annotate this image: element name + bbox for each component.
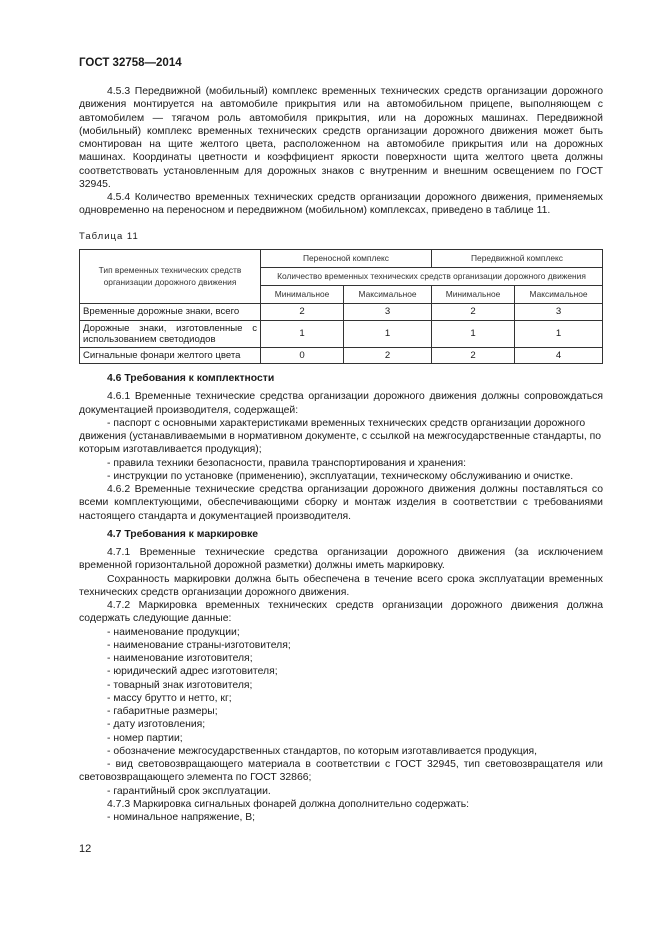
row-name: Дорожные знаки, изготовленные с использованием светодиодов xyxy=(80,320,261,347)
cell-value: 2 xyxy=(431,347,514,363)
quantity-header: Количество временных технических средств организации дорожного движения xyxy=(261,267,603,285)
cell-value: 1 xyxy=(344,320,432,347)
list-item: - товарный знак изготовителя; xyxy=(107,679,253,691)
max-header: Максимальное xyxy=(344,286,432,304)
document-header: ГОСТ 32758—2014 xyxy=(79,57,182,69)
cell-value: 1 xyxy=(515,320,603,347)
list-item: - инструкции по установке (применению), эксплуатации, техническому обслуживанию и очистке. xyxy=(107,470,574,482)
cell-value: 1 xyxy=(261,320,344,347)
cell-value: 2 xyxy=(344,347,432,363)
row-name: Сигнальные фонари желтого цвета xyxy=(80,347,261,363)
paragraph-4-7-2: 4.7.2 Маркировка временных технических средств организации дорожного движения должна содержать следующие данные: xyxy=(79,600,603,625)
cell-value: 3 xyxy=(515,304,603,320)
max-header: Максимальное xyxy=(515,286,603,304)
cell-value: 1 xyxy=(431,320,514,347)
paragraph-4-7-3: 4.7.3 Маркировка сигнальных фонарей должна дополнительно содержать: xyxy=(107,798,470,810)
cell-value: 0 xyxy=(261,347,344,363)
list-item: - дату изготовления; xyxy=(107,719,206,731)
min-header: Минимальное xyxy=(261,286,344,304)
min-header: Минимальное xyxy=(431,286,514,304)
cell-value: 2 xyxy=(261,304,344,320)
cell-value: 4 xyxy=(515,347,603,363)
table-header-row xyxy=(80,249,603,267)
portable-complex-header: Переносной комплекс xyxy=(261,249,432,267)
paragraph-4-5-4: 4.5.4 Количество временных технических средств организации дорожного движения, применяемых одновременно на переносном и передвижном (мобильном) комплексах, приведено в таблице 11. xyxy=(79,192,603,217)
list-item: - наименование страны-изготовителя; xyxy=(107,639,291,651)
table-11 xyxy=(79,249,603,364)
row-name: Временные дорожные знаки, всего xyxy=(80,304,261,320)
list-item: - паспорт с основными характеристиками временных технических средств организации дорожного движения (устанавливаемыми в нормативном документе, с ссылкой на межгосударственные стандарты, по которым изготавливается продукция); xyxy=(79,417,602,456)
list-item: - номер партии; xyxy=(107,732,183,744)
col-type-header: Тип временных технических средств организации дорожного движения xyxy=(80,249,261,304)
section-title-4-6: 4.6 Требования к комплектности xyxy=(107,373,275,385)
table-row xyxy=(80,304,603,320)
list-item: - правила техники безопасности, правила транспортирования и хранения: xyxy=(107,457,467,469)
table-caption: Таблица 11 xyxy=(79,230,139,242)
paragraph-4-5-3: 4.5.3 Передвижной (мобильный) комплекс временных технических средств организации дорожного движения монтируется на автомобиле прикрытия или на автомобильном прицепе, выполняющем с автомобилем — тягачом роль автомобиля прикрытия, или на дорожных машинах. Передвижной (мобильный) комплекс временных технических средств организации дорожного движения может быть смонтирован на щите желтого цвета, расположенном на автомобиле прикрытия или на дорожных машинах. Координаты цветности и коэффициент яркости поверхности щита желтого цвета должны соответствовать установленным для дорожных знаков с внутренним и внешним освещением по ГОСТ 32945. xyxy=(79,86,603,190)
list-item: - габаритные размеры; xyxy=(107,706,218,718)
list-item: - гарантийный срок эксплуатации. xyxy=(107,785,271,797)
paragraph-4-7-1: 4.7.1 Временные технические средства организации дорожного движения (за исключением временной горизонтальной дорожной разметки) должны иметь маркировку. xyxy=(79,547,603,572)
page-number: 12 xyxy=(79,843,92,855)
paragraph-4-6-2: 4.6.2 Временные технические средства организации дорожного движения должны поставляться со всеми комплектующими, обеспечивающими сборку и монтаж изделия в соответствии с требованиями настоящего стандарта и документацией производителя. xyxy=(79,484,603,522)
list-item: - наименование продукции; xyxy=(107,626,240,638)
list-item: - номинальное напряжение, В; xyxy=(107,812,256,824)
table-row xyxy=(80,320,603,347)
list-item: - юридический адрес изготовителя; xyxy=(107,666,278,678)
paragraph-marking-preservation: Сохранность маркировки должна быть обеспечена в течение всего срока эксплуатации временных технических средств организации дорожного движения. xyxy=(79,573,603,598)
list-item: - массу брутто и нетто, кг; xyxy=(107,692,232,704)
cell-value: 2 xyxy=(431,304,514,320)
cell-value: 3 xyxy=(344,304,432,320)
list-item: - вид световозвращающего материала в соответствии с ГОСТ 32945, тип световозвращателя или световозвращающего элемента по ГОСТ 32866; xyxy=(79,759,603,784)
list-item: - наименование изготовителя; xyxy=(107,653,253,665)
document-body xyxy=(79,85,603,824)
mobile-complex-header: Передвижной комплекс xyxy=(431,249,602,267)
list-item: - обозначение межгосударственных стандартов, по которым изготавливается продукция, xyxy=(107,745,538,757)
section-title-4-7: 4.7 Требования к маркировке xyxy=(107,528,259,540)
paragraph-4-6-1: 4.6.1 Временные технические средства организации дорожного движения должны сопровождаться документацией производителя, содержащей: xyxy=(79,391,603,416)
table-row xyxy=(80,347,603,363)
